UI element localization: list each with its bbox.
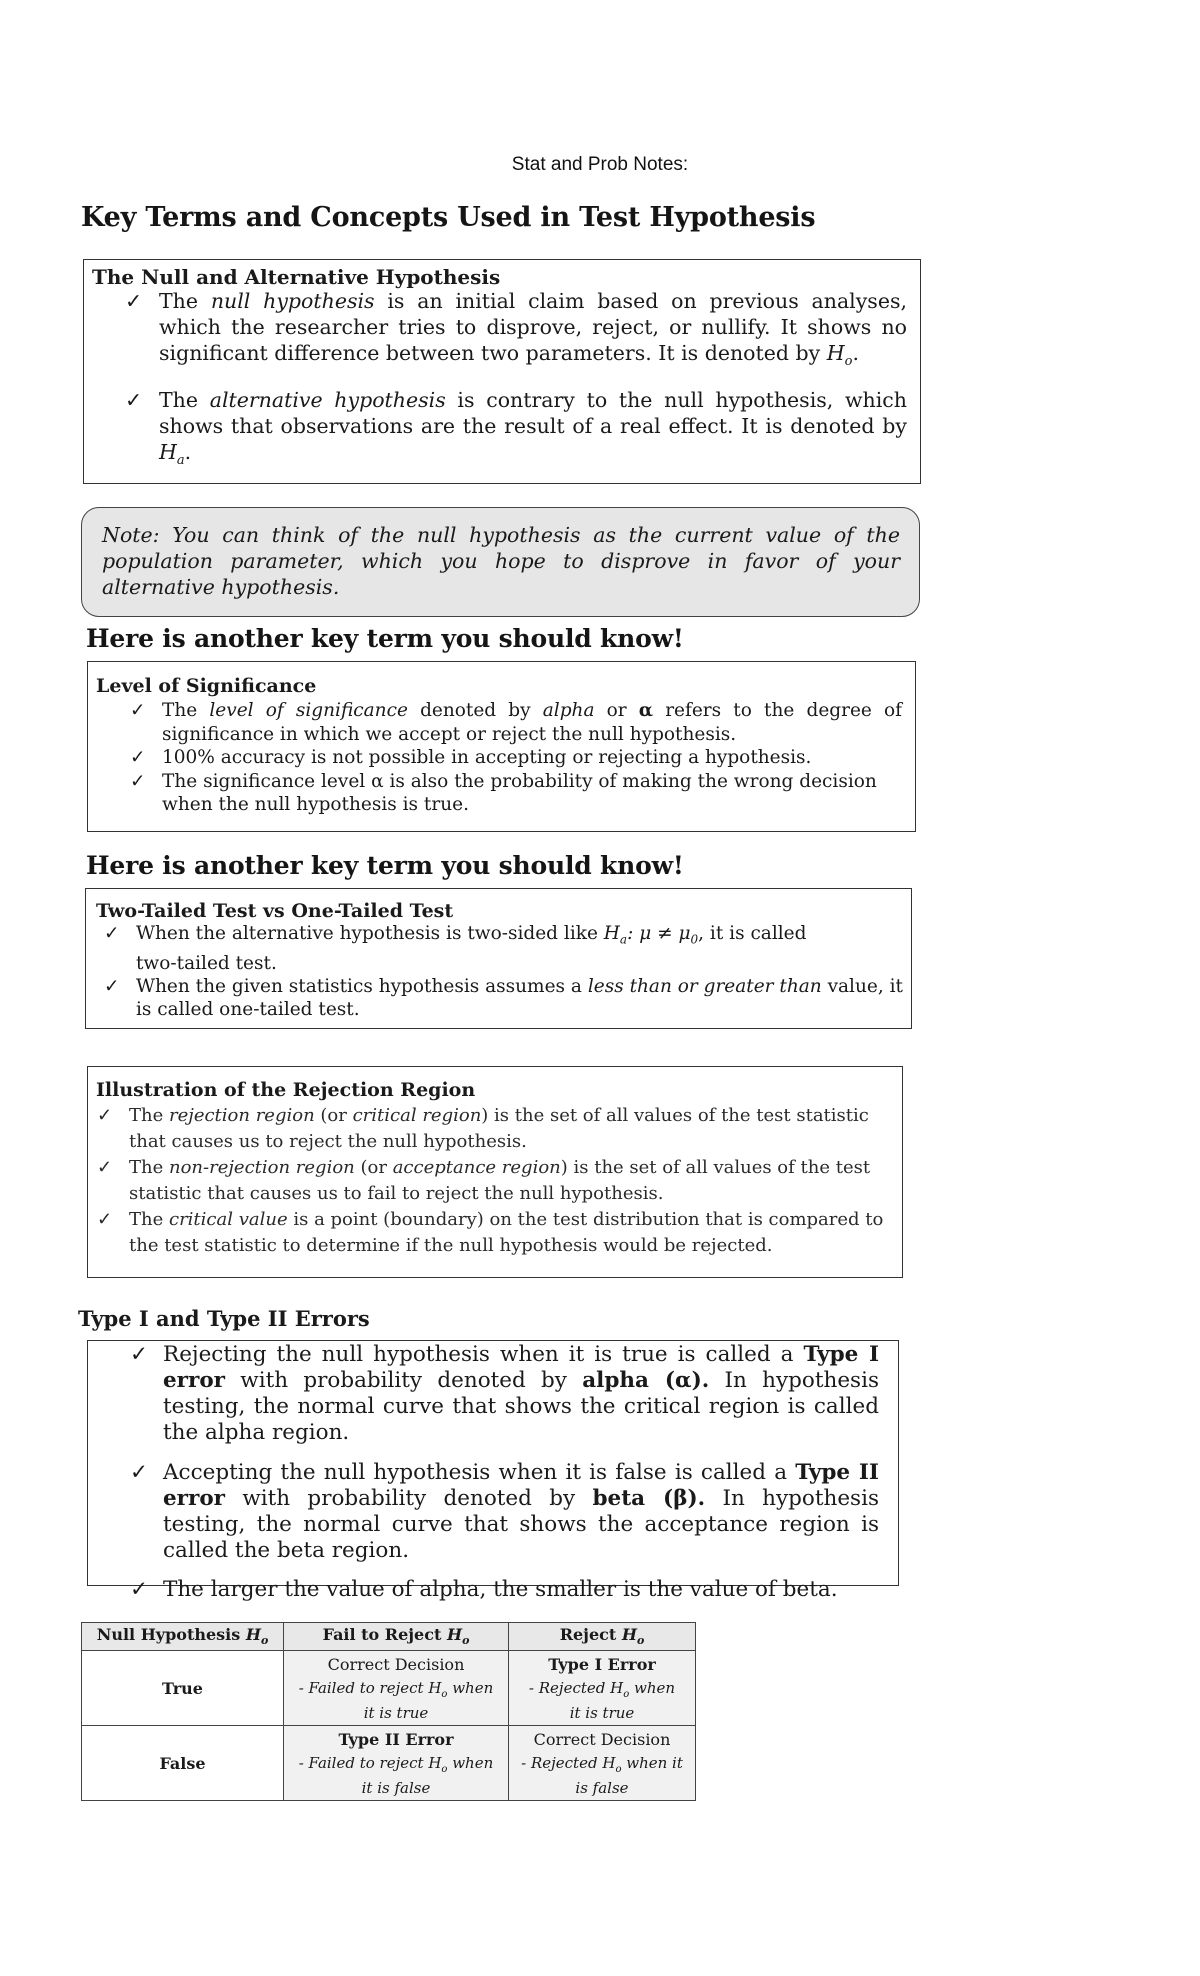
check-icon: ✓ bbox=[130, 1342, 149, 1367]
check-icon: ✓ bbox=[97, 1157, 113, 1178]
note-text: Note: You can think of the null hypothesis as the current value of the population parameter, which you hope to disprove in favor of your alternative hypothesis. bbox=[102, 523, 900, 599]
key-term-heading-2: Here is another key term you should know! bbox=[86, 851, 684, 880]
list-item: ✓ The level of significance denoted by alpha or α refers to the degree of significance in which we accept or reject the null hypothesis. bbox=[130, 700, 902, 745]
errors-list bbox=[130, 1342, 880, 1603]
page-title: Stat and Prob Notes: bbox=[511, 154, 689, 175]
list-item: ✓ The critical value is a point (boundary) on the test distribution that is compared to the test statistic to determine if the null hypothesis would be rejected. bbox=[97, 1209, 884, 1256]
list-item: ✓ The non-rejection region (or acceptance region) is the set of all values of the test statistic that causes us to fail to reject the null hypothesis. bbox=[97, 1157, 871, 1204]
check-icon: ✓ bbox=[130, 770, 146, 792]
check-icon: ✓ bbox=[97, 1209, 113, 1230]
list-item: ✓ The alternative hypothesis is contrary to the null hypothesis, which shows that observations are the result of a real effect. It is denoted by $H_a$. bbox=[125, 388, 907, 469]
significance-box bbox=[87, 661, 916, 832]
check-icon: ✓ bbox=[130, 1577, 149, 1602]
table-row bbox=[82, 1726, 696, 1801]
list-item: ✓ The larger the value of alpha, the smaller is the value of beta. bbox=[130, 1577, 838, 1602]
table-header-row bbox=[82, 1623, 696, 1651]
list-item: ✓ 100% accuracy is not possible in accepting or rejecting a hypothesis. bbox=[130, 747, 812, 768]
check-icon: ✓ bbox=[125, 289, 143, 313]
list-item: ✓ When the given statistics hypothesis assumes a less than or greater than value, it is called one-tailed test. bbox=[104, 975, 903, 1020]
null-alternative-title: The Null and Alternative Hypothesis bbox=[92, 265, 501, 289]
cell-true-fail: Correct Decision - Failed to reject $H_o$ when it is true bbox=[284, 1651, 509, 1726]
row-label-true: True bbox=[82, 1651, 284, 1726]
tailed-test-list bbox=[104, 922, 903, 1021]
error-table bbox=[81, 1622, 696, 1801]
check-icon: ✓ bbox=[130, 1460, 149, 1485]
cell-true-reject: Type I Error - Rejected $H_o$ when it is true bbox=[509, 1651, 696, 1726]
list-item: ✓ When the alternative hypothesis is two-sided like $H_a$: $\mu \ne \mu_0$, it is called two-tailed test. bbox=[104, 923, 807, 974]
list-item: ✓ The rejection region (or critical region) is the set of all values of the test statistic that causes us to reject the null hypothesis. bbox=[97, 1105, 869, 1152]
tailed-test-title: Two-Tailed Test vs One-Tailed Test bbox=[96, 900, 454, 922]
list-item: ✓ Accepting the null hypothesis when it is false is called a Type II error with probability denoted by beta (β). In hypothesis testing, the normal curve that shows the acceptance region is called the beta region. bbox=[130, 1460, 880, 1563]
significance-list bbox=[130, 699, 902, 817]
check-icon: ✓ bbox=[130, 747, 146, 768]
check-icon: ✓ bbox=[125, 388, 143, 413]
header-reject: Reject $H_o$ bbox=[509, 1623, 696, 1651]
list-item: ✓ The significance level α is also the probability of making the wrong decision when the null hypothesis is true. bbox=[130, 770, 877, 815]
header-fail-to-reject: Fail to Reject $H_o$ bbox=[284, 1623, 509, 1651]
key-term-heading-1: Here is another key term you should know! bbox=[86, 624, 684, 653]
null-alternative-box bbox=[83, 259, 921, 484]
check-icon: ✓ bbox=[130, 700, 146, 721]
main-heading: Key Terms and Concepts Used in Test Hypothesis bbox=[81, 202, 816, 233]
cell-false-fail: Type II Error - Failed to reject $H_o$ when it is false bbox=[284, 1726, 509, 1801]
errors-heading: Type I and Type II Errors bbox=[78, 1306, 370, 1331]
null-alternative-list bbox=[125, 288, 907, 474]
row-label-false: False bbox=[82, 1726, 284, 1801]
note-box bbox=[81, 507, 920, 617]
cell-false-reject: Correct Decision - Rejected $H_o$ when it is false bbox=[509, 1726, 696, 1801]
check-icon: ✓ bbox=[97, 1105, 113, 1126]
tailed-test-box bbox=[85, 888, 912, 1029]
list-item: ✓ The null hypothesis is an initial claim based on previous analyses, which the researcher tries to disprove, reject, or nullify. It shows no significant difference between two parameters. It is denoted by $H_o$. bbox=[125, 289, 907, 370]
rejection-region-title: Illustration of the Rejection Region bbox=[96, 1079, 476, 1101]
check-icon: ✓ bbox=[104, 975, 120, 997]
check-icon: ✓ bbox=[104, 923, 120, 944]
rejection-region-list bbox=[97, 1103, 891, 1259]
errors-box bbox=[87, 1340, 899, 1602]
header-null-hypothesis: Null Hypothesis $H_o$ bbox=[82, 1623, 284, 1651]
list-item: ✓ Rejecting the null hypothesis when it is true is called a Type I error with probability denoted by alpha (α). In hypothesis testing, the normal curve that shows the critical region is called the alpha region. bbox=[130, 1342, 879, 1445]
table-row bbox=[82, 1651, 696, 1726]
rejection-region-box bbox=[87, 1066, 903, 1278]
significance-title: Level of Significance bbox=[96, 675, 317, 697]
